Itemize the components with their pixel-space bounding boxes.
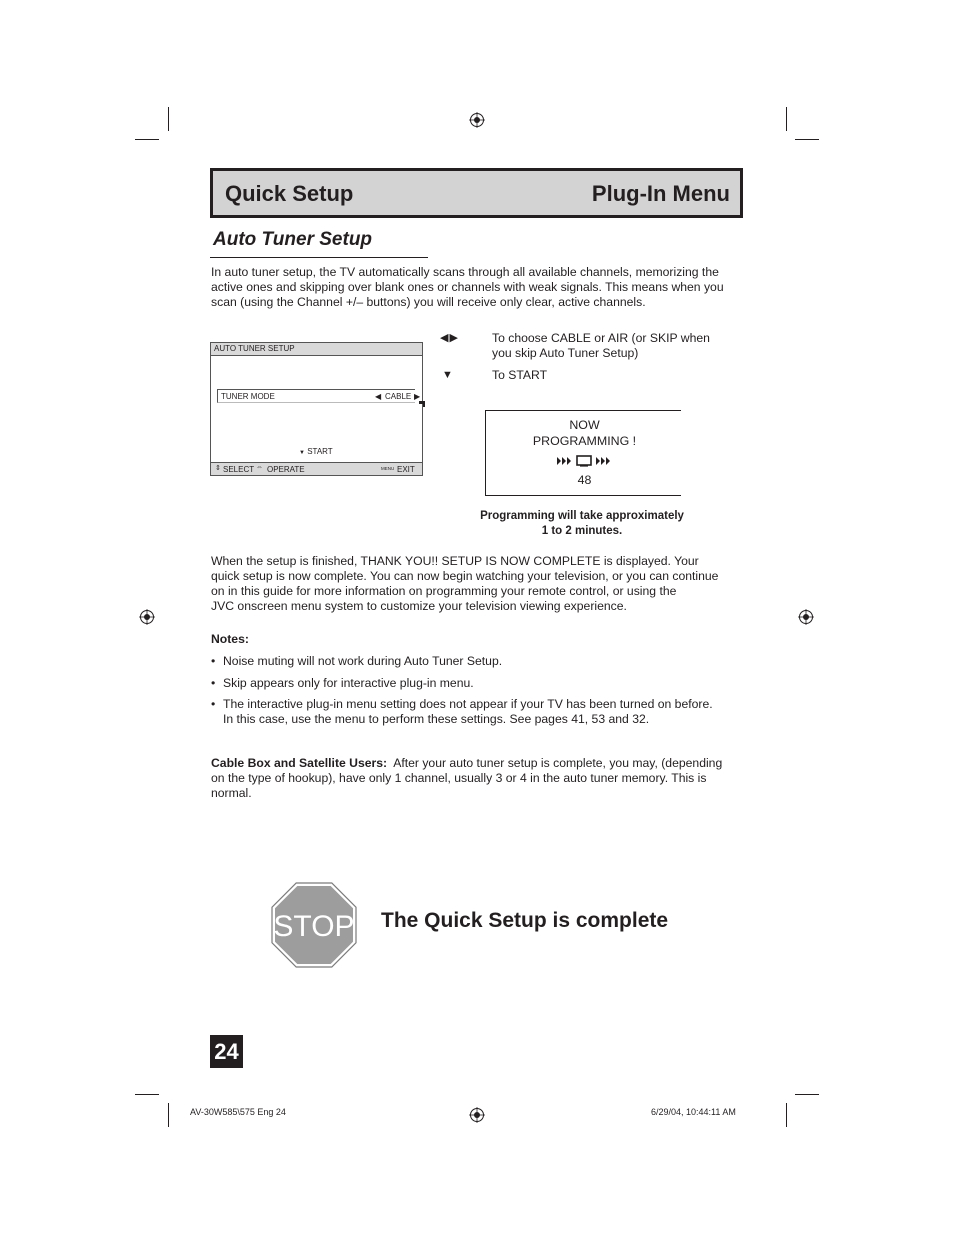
finish-line: quick setup is now complete. You can now begin watching your television, or you can continue bbox=[211, 569, 719, 583]
quick-setup-complete-heading: The Quick Setup is complete bbox=[381, 909, 669, 932]
osd-title: AUTO TUNER SETUP bbox=[214, 344, 295, 353]
stop-sign-text: STOP bbox=[273, 910, 355, 943]
osd-title-bar bbox=[211, 343, 422, 356]
osd-row-value-left-arrow-icon: ◀ bbox=[375, 392, 382, 401]
cable-paragraph bbox=[211, 756, 745, 801]
intro-line: scan (using the Channel +/– buttons) you will receive only clear, active channels. bbox=[211, 295, 646, 309]
intro-line: In auto tuner setup, the TV automatically scans through all available channels, memorizing the bbox=[211, 265, 719, 279]
osd-row-value: CABLE bbox=[385, 392, 412, 401]
header-title-right: Plug-In Menu bbox=[591, 181, 730, 206]
page-header bbox=[210, 168, 743, 218]
osd-menu-label: MENU bbox=[381, 466, 395, 471]
section-title: Auto Tuner Setup bbox=[213, 229, 373, 250]
note-line: The interactive plug-in menu setting does not appear if your TV has been turned on before. bbox=[223, 697, 713, 711]
caption-line: Programming will take approximately bbox=[480, 510, 684, 522]
finish-line: on in this guide for more information on programming your remote control, or using the bbox=[211, 584, 677, 598]
crop-mark bbox=[168, 107, 169, 131]
intro-line: active ones and skipping over blank ones or channels with weak signals. This means when you bbox=[211, 280, 724, 294]
osd-operate-label: OPERATE bbox=[267, 465, 305, 474]
osd-auto-tuner-screen bbox=[210, 342, 423, 476]
instruction-line: you skip Auto Tuner Setup) bbox=[492, 346, 639, 360]
header-title-left: Quick Setup bbox=[225, 181, 354, 206]
crop-mark bbox=[168, 1103, 169, 1127]
bullet: • bbox=[211, 676, 216, 690]
left-right-arrows-icon: ◀▶ bbox=[440, 332, 459, 344]
osd-start-label: START bbox=[307, 447, 333, 456]
down-triangle-icon: ▼ bbox=[299, 450, 305, 456]
registration-mark-icon bbox=[469, 1107, 485, 1123]
note-item bbox=[211, 676, 741, 691]
registration-mark-icon bbox=[139, 609, 155, 625]
cable-text: After your auto tuner setup is complete, you may, (depending bbox=[393, 756, 723, 770]
section-rule bbox=[210, 257, 428, 258]
finish-paragraph bbox=[211, 554, 745, 614]
bullet: • bbox=[211, 654, 216, 668]
footer-file-info: AV-30W585\575 Eng 24 bbox=[190, 1107, 286, 1117]
page-number: 24 bbox=[210, 1035, 243, 1068]
note-text bbox=[223, 697, 743, 727]
finish-line: When the setup is finished, THANK YOU!! SETUP IS NOW COMPLETE is displayed. Your bbox=[211, 554, 699, 568]
now-programming-box bbox=[485, 410, 681, 496]
note-item bbox=[211, 697, 741, 727]
crop-mark bbox=[135, 139, 159, 140]
crop-mark bbox=[786, 1103, 787, 1127]
osd-footer-bar bbox=[211, 462, 422, 475]
programming-progress-icon bbox=[556, 455, 614, 467]
down-arrow-icon: ▼ bbox=[442, 369, 453, 381]
note-item bbox=[211, 654, 741, 669]
cursor-hand-icon bbox=[418, 400, 426, 408]
osd-exit-label: EXIT bbox=[397, 465, 415, 474]
osd-start-hint bbox=[299, 447, 333, 456]
programming-caption bbox=[432, 509, 732, 539]
note-line: In this case, use the menu to perform these settings. See pages 41, 53 and 32. bbox=[223, 712, 650, 726]
osd-row-value-right-arrow-icon: ▶ bbox=[414, 392, 421, 401]
registration-mark-icon bbox=[469, 112, 485, 128]
notes-title: Notes: bbox=[211, 632, 249, 646]
caption-line: 1 to 2 minutes. bbox=[541, 525, 623, 537]
instruction-left-right bbox=[492, 331, 710, 361]
crop-mark bbox=[135, 1094, 159, 1095]
cable-label: Cable Box and Satellite Users: bbox=[211, 756, 388, 770]
instruction-line: To choose CABLE or AIR (or SKIP when bbox=[492, 331, 710, 345]
osd-row-label: TUNER MODE bbox=[221, 392, 275, 401]
crop-mark bbox=[786, 107, 787, 131]
programming-line: NOW bbox=[569, 418, 600, 432]
left-right-arrow-icon: ⇔ bbox=[256, 464, 263, 471]
crop-mark bbox=[795, 139, 819, 140]
note-text: Skip appears only for interactive plug-in menu. bbox=[223, 676, 474, 690]
note-text: Noise muting will not work during Auto Tuner Setup. bbox=[223, 654, 503, 668]
cable-line bbox=[211, 756, 745, 771]
osd-select-label: SELECT bbox=[223, 465, 255, 474]
crop-mark bbox=[795, 1094, 819, 1095]
instruction-down: To START bbox=[492, 368, 548, 382]
cable-line: on the type of hookup), have only 1 channel, usually 3 or 4 in the auto tuner memory. This is bbox=[211, 771, 707, 785]
up-down-arrow-icon: ⇕ bbox=[215, 465, 221, 472]
bullet: • bbox=[211, 697, 216, 711]
cable-line: normal. bbox=[211, 786, 252, 800]
programming-channel: 48 bbox=[577, 473, 592, 487]
footer-timestamp: 6/29/04, 10:44:11 AM bbox=[651, 1107, 736, 1117]
intro-paragraph bbox=[211, 265, 745, 310]
osd-tuner-mode-row bbox=[217, 389, 421, 403]
stop-sign-icon bbox=[271, 882, 357, 968]
registration-mark-icon bbox=[798, 609, 814, 625]
programming-line: PROGRAMMING ! bbox=[532, 434, 637, 448]
finish-line: JVC onscreen menu system to customize your television viewing experience. bbox=[211, 599, 627, 613]
